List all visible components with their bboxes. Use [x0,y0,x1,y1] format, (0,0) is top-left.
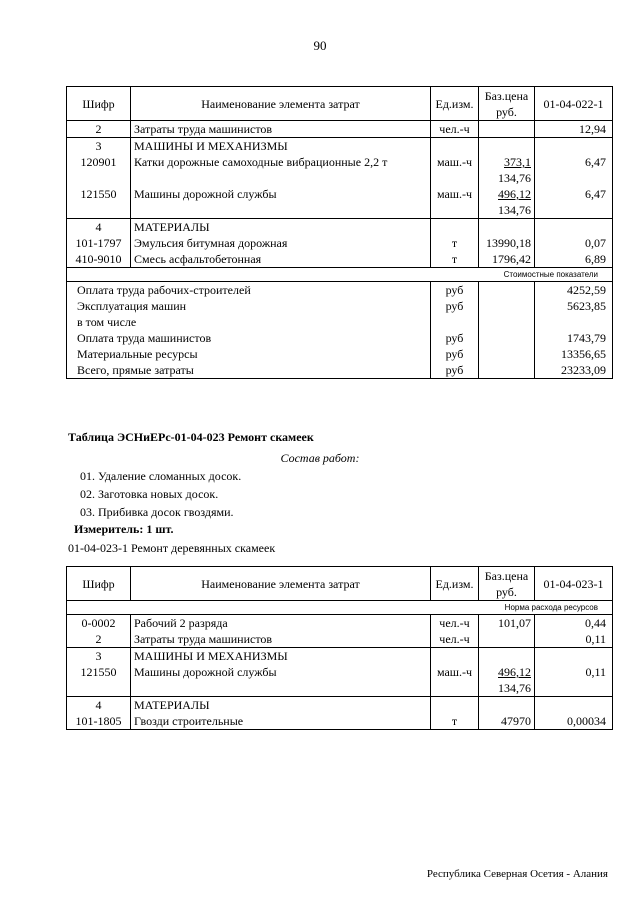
row-price [479,219,535,236]
resource-row [67,186,613,219]
row-unit: чел.-ч [431,631,479,648]
table1-body [67,121,613,379]
row-code: 410-9010 [67,251,131,268]
summary-price [479,330,535,346]
summary-row [67,282,613,299]
row-price [479,713,535,730]
summary-value: 13356,65 [535,346,613,362]
row-price [479,121,535,138]
summary-label: Оплата труда машинистов [67,330,431,346]
row-unit: чел.-ч [431,121,479,138]
row-code: 4 [67,219,131,236]
resource-row [67,664,613,697]
resource-table-1 [66,86,613,379]
section-row [67,219,613,236]
price-value-secondary: 134,76 [498,681,531,695]
row-value [535,219,613,236]
row-unit [431,219,479,236]
resource-row [67,631,613,648]
summary-row [67,362,613,379]
summary-price [479,298,535,314]
row-price [479,664,535,697]
header-name: Наименование элемента затрат [131,567,431,601]
row-name: Катки дорожные самоходные вибрационные 2,2 т [131,154,431,186]
resource-row [67,154,613,186]
section-row [67,697,613,714]
row-name: Смесь асфальтобетонная [131,251,431,268]
resource-table-2 [66,566,613,730]
meter-label: Измеритель: 1 шт. [74,522,174,536]
row-name: МАТЕРИАЛЫ [131,697,431,714]
row-name: Рабочий 2 разряда [131,615,431,632]
row-unit [431,138,479,155]
summary-row [67,330,613,346]
section-row [67,138,613,155]
row-value: 0,44 [535,615,613,632]
price-value-secondary: 134,76 [498,203,531,217]
row-value: 0,11 [535,664,613,697]
summary-value: 23233,09 [535,362,613,379]
row-code: 2 [67,631,131,648]
header-value: 01-04-023-1 [535,567,613,601]
row-code: 120901 [67,154,131,186]
price-value: 496,12 [498,665,531,679]
header-unit: Ед.изм. [431,87,479,121]
summary-value [535,314,613,330]
summary-value: 1743,79 [535,330,613,346]
section-row [67,648,613,665]
row-code: 3 [67,138,131,155]
row-value [535,138,613,155]
row-name: МАШИНЫ И МЕХАНИЗМЫ [131,138,431,155]
row-value [535,648,613,665]
summary-label: Оплата труда рабочих-строителей [67,282,431,299]
header-code: Шифр [67,87,131,121]
summary-unit [431,314,479,330]
summary-label: Эксплуатация машин [67,298,431,314]
summary-unit: руб [431,298,479,314]
row-code: 0-0002 [67,615,131,632]
row-value: 12,94 [535,121,613,138]
footer-region: Республика Северная Осетия - Алания [426,868,608,880]
summary-row [67,346,613,362]
summary-value: 5623,85 [535,298,613,314]
row-unit: маш.-ч [431,186,479,219]
summary-row [67,298,613,314]
row-name: Затраты труда машинистов [131,631,431,648]
price-value: 496,12 [498,187,531,201]
row-price [479,631,535,648]
row-value [535,697,613,714]
resource-row [67,121,613,138]
norm-header: Норма расхода ресурсов [67,601,613,615]
summary-price [479,314,535,330]
row-value: 6,47 [535,186,613,219]
summary-label: Материальные ресурсы [67,346,431,362]
header-price: Баз.цена руб. [479,87,535,121]
row-price [479,138,535,155]
row-code: 2 [67,121,131,138]
row-price [479,154,535,186]
price-value: 1796,42 [492,252,531,266]
summary-value: 4252,59 [535,282,613,299]
row-code: 101-1797 [67,235,131,251]
row-unit: т [431,251,479,268]
header-price: Баз.цена руб. [479,567,535,601]
norm-header-row [67,601,613,615]
header-name: Наименование элемента затрат [131,87,431,121]
summary-row [67,314,613,330]
row-name: Эмульсия битумная дорожная [131,235,431,251]
subheading: 01-04-023-1 Ремонт деревянных скамеек [68,541,276,555]
row-price [479,186,535,219]
row-price [479,251,535,268]
summary-label: в том числе [67,314,431,330]
row-name: Гвозди строительные [131,713,431,730]
row-unit: чел.-ч [431,615,479,632]
price-value: 101,07 [498,616,531,630]
row-unit: маш.-ч [431,154,479,186]
row-price [479,615,535,632]
row-code: 121550 [67,664,131,697]
summary-unit: руб [431,330,479,346]
row-price [479,235,535,251]
row-code: 101-1805 [67,713,131,730]
summary-price [479,362,535,379]
row-unit: т [431,235,479,251]
cost-header: Стоимостные показатели [67,268,613,282]
table-title: Таблица ЭСНиЕРс-01-04-023 Ремонт скамеек [68,430,314,444]
summary-unit: руб [431,282,479,299]
row-unit [431,648,479,665]
cost-header-row [67,268,613,282]
resource-row [67,713,613,730]
row-unit [431,697,479,714]
row-unit: т [431,713,479,730]
row-value: 6,47 [535,154,613,186]
row-unit: маш.-ч [431,664,479,697]
header-value: 01-04-022-1 [535,87,613,121]
row-value: 0,11 [535,631,613,648]
row-name: МАШИНЫ И МЕХАНИЗМЫ [131,648,431,665]
work-item: 03. Прибивка досок гвоздями. [80,505,234,519]
resource-row [67,251,613,268]
page-number: 90 [313,38,327,53]
row-price [479,697,535,714]
work-item: 02. Заготовка новых досок. [80,487,219,501]
work-item: 01. Удаление сломанных досок. [80,469,242,483]
price-value: 47970 [501,714,531,728]
summary-unit: руб [431,346,479,362]
row-value: 0,07 [535,235,613,251]
row-name: МАТЕРИАЛЫ [131,219,431,236]
row-value: 0,00034 [535,713,613,730]
row-code: 4 [67,697,131,714]
price-value: 13990,18 [486,236,531,250]
header-unit: Ед.изм. [431,567,479,601]
resource-row [67,235,613,251]
row-name: Машины дорожной службы [131,186,431,219]
row-name: Машины дорожной службы [131,664,431,697]
composition-title: Состав работ: [280,451,360,465]
resource-row [67,615,613,632]
summary-label: Всего, прямые затраты [67,362,431,379]
price-value: 373,1 [504,155,531,169]
table2-body [67,601,613,730]
row-code: 121550 [67,186,131,219]
row-code: 3 [67,648,131,665]
summary-price [479,282,535,299]
summary-price [479,346,535,362]
price-value-secondary: 134,76 [498,171,531,185]
header-code: Шифр [67,567,131,601]
summary-unit: руб [431,362,479,379]
row-name: Затраты труда машинистов [131,121,431,138]
row-value: 6,89 [535,251,613,268]
row-price [479,648,535,665]
